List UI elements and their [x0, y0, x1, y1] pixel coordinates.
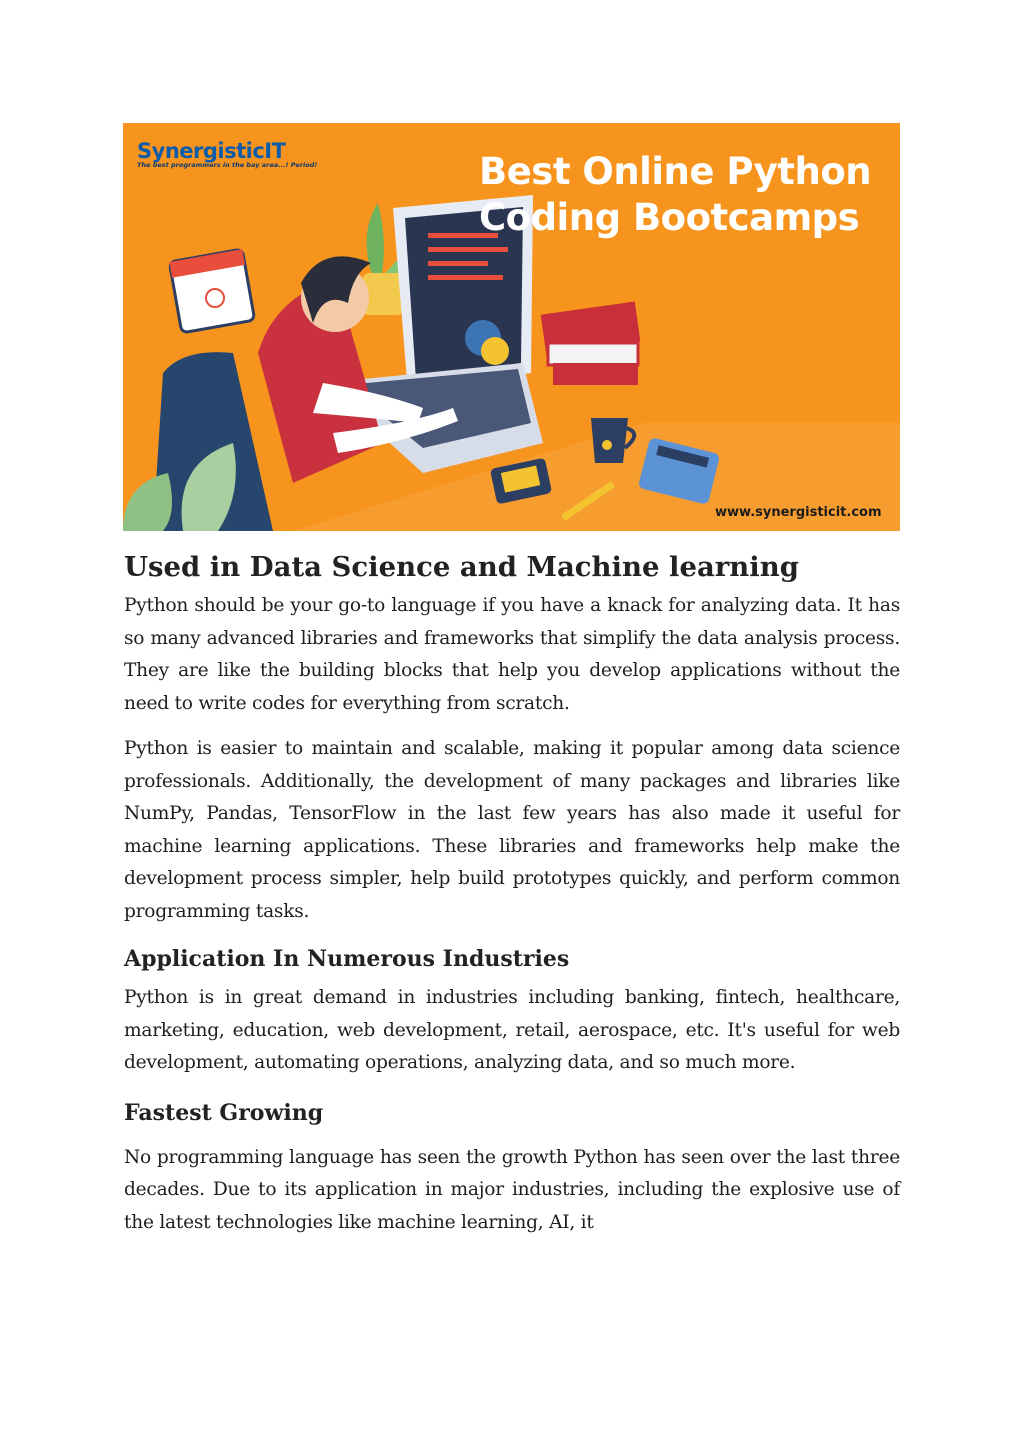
paragraph: Python should be your go-to language if you have a knack for analyzing data. It has so many advanced libraries and frameworks that simplify the data analysis process. They are like the building blocks that help you develop applications without the need to write codes for everything from scratch. — [124, 595, 900, 714]
paragraph: Python is in great demand in industries including banking, fintech, healthcare, marketing, education, web development, retail, aerospace, etc. It's useful for web development, automating operations, analyzing data, and so much more. — [124, 987, 900, 1073]
section-heading: Used in Data Science and Machine learning — [124, 551, 799, 583]
section-heading: Fastest Growing — [124, 1099, 324, 1126]
paragraph: No programming language has seen the growth Python has seen over the last three decades. Due to its application in major industries, including the explosive use of the latest technologies like machine learning, AI, it — [124, 1146, 900, 1233]
hero-banner-image — [123, 123, 900, 531]
synergisticit-logo: SynergisticIT The best programmers in the bay area...! Period! — [137, 139, 318, 169]
books-icon — [541, 302, 641, 385]
plant-leaf-2 — [123, 473, 172, 531]
paragraph: Python is easier to maintain and scalable, making it popular among data science professionals. Additionally, the development of many packages and libraries like NumPy, Pandas, TensorFlow in the last few years has also made it useful for machine learning applications. These libraries and frameworks help make the development process simpler, help build prototypes quickly, and perform common programming tasks. — [124, 738, 900, 922]
banner-url: www.synergisticit.com — [715, 505, 882, 520]
calendar-icon — [169, 249, 254, 333]
article-content — [124, 548, 900, 1239]
section-heading: Application In Numerous Industries — [124, 946, 570, 972]
banner-title: Best Online Python Coding Bootcamps — [479, 150, 872, 239]
